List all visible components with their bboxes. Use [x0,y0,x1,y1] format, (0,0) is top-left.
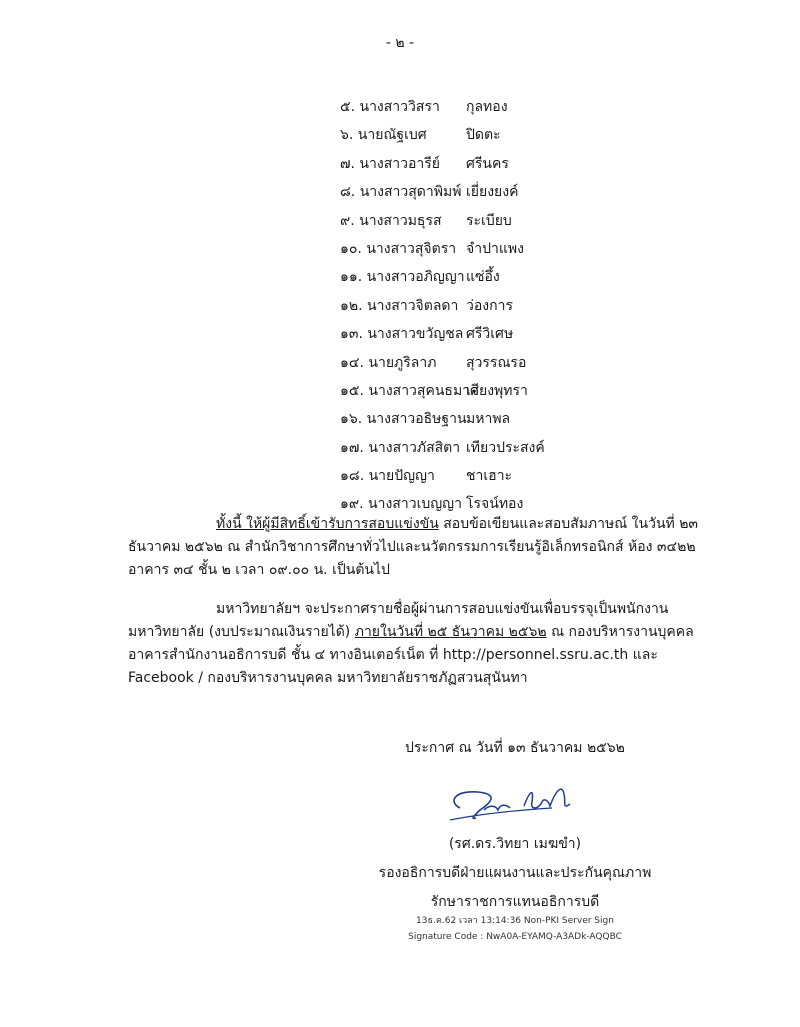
name-row [340,349,660,377]
name-row [340,405,660,433]
person-last-name: ศรีวิเศษ [466,326,514,343]
name-row [340,235,660,263]
person-first-name: ๕. นางสาววิสรา [340,99,440,115]
person-first-name: ๑๔. นายภูริลาภ [340,354,437,371]
person-last-name: กุลทอง [466,99,508,115]
person-last-name: ระเบียบ [466,212,512,229]
person-first-name: ๘. นางสาวสุดาพิมพ์ [340,184,462,201]
signatory-name: (รศ.ดร.วิทยา เมฆขำ) [448,836,582,852]
person-last-name: มหาพล [466,411,511,428]
person-first-name: ๑๕. นางสาวสุคนธมาศ [340,382,479,399]
results-announcement-paragraph [128,598,716,690]
name-row [340,292,660,320]
person-first-name: ๙. นางสาวมธุรส [340,212,442,229]
name-row [340,121,660,149]
person-last-name: จำปาแพง [466,240,524,257]
results-date-underlined: ภายในวันที่ ๒๕ ธันวาคม ๒๕๖๒ [354,624,547,640]
results-text-2: ณ กองบริหารงานบุคคล อาคารสำนักงานอธิการบดี ชั้น ๔ ทางอินเตอร์เน็ต ที่ http://personnel.ssru.ac.th และ Facebook / กองบริหารงานบุคคล มหาวิทยาลัยราชภัฏสวนสุนันทา [128,624,694,686]
results-text-1: มหาวิทยาลัยฯ จะประกาศรายชื่อผู้ผ่านการสอบแข่งขันเพื่อบรรจุเป็นพนักงานมหาวิทยาลัย (งบประมาณเงินรายได้) [128,601,669,640]
signatory-block [340,830,690,917]
person-first-name: ๑๘. นายปัญญา [340,468,435,485]
signatory-position: รองอธิการบดีฝ่ายแผนงานและประกันคุณภาพ [378,865,652,881]
exam-schedule-paragraph [128,513,716,582]
person-first-name: ๑๗. นางสาวภัสสิตา [340,439,461,456]
person-last-name: โรจน์ทอง [466,496,524,513]
signature-code: Signature Code : NwA0A-EYAMQ-A3ADk-AQQBC [408,932,622,942]
person-last-name: ชาเฮาะ [466,468,513,485]
name-row [340,320,660,348]
person-last-name: ว่องการ [466,297,513,314]
person-last-name: แซ่อึ้ง [466,269,500,286]
name-row [340,462,660,490]
person-last-name: ศรีนคร [466,155,509,172]
server-sign-info: 13ธ.ค.62 เวลา 13:14:36 Non-PKI Server Sign [416,916,614,926]
page-number: - ๒ - [385,35,415,51]
exam-notice-text: สอบข้อเขียนและสอบสัมภาษณ์ ในวันที่ ๒๓ ธันวาคม ๒๕๖๒ ณ สำนักวิชาการศึกษาทั่วไปและนวัตกรรมการเรียนรู้อิเล็กทรอนิกส์ ห้อง ๓๔๒๒ อาคาร ๓๔ ชั้น ๒ เวลา ๐๙.๐๐ น. เป็นต้นไป [128,516,699,578]
person-first-name: ๑๖. นางสาวอธิษฐาน [340,411,467,428]
name-list [340,93,660,519]
person-first-name: ๑๐. นางสาวสุจิตรา [340,240,457,257]
name-row [340,178,660,206]
name-row [340,434,660,462]
person-last-name: เยี่ยงยงค์ [466,184,519,201]
person-last-name: สุวรรณรอ [466,354,527,371]
signatory-acting-position: รักษาราชการแทนอธิการบดี [430,894,600,910]
name-row [340,263,660,291]
person-first-name: ๑๒. นางสาวจิตลดา [340,297,459,314]
person-first-name: ๑๑. นางสาวอภิญญา [340,269,465,286]
handwritten-signature [440,780,580,830]
name-row [340,377,660,405]
name-row [340,150,660,178]
name-row [340,207,660,235]
person-first-name: ๗. นางสาวอารีย์ [340,155,440,172]
person-last-name: เทียวประสงค์ [466,439,545,456]
name-row [340,93,660,121]
person-last-name: เจียงพุทรา [466,382,528,399]
announcement-date: ประกาศ ณ วันที่ ๑๓ ธันวาคม ๒๕๖๒ [405,740,625,756]
person-last-name: ปิดตะ [466,127,501,144]
person-first-name: ๑๙. นางสาวเบญญา [340,496,462,513]
person-first-name: ๑๓. นางสาวขวัญชล [340,326,464,343]
exam-notice-underlined: ทั้งนี้ ให้ผู้มีสิทธิ์เข้ารับการสอบแข่งขัน [216,516,439,532]
person-first-name: ๖. นายณัฐเบศ [340,127,427,144]
